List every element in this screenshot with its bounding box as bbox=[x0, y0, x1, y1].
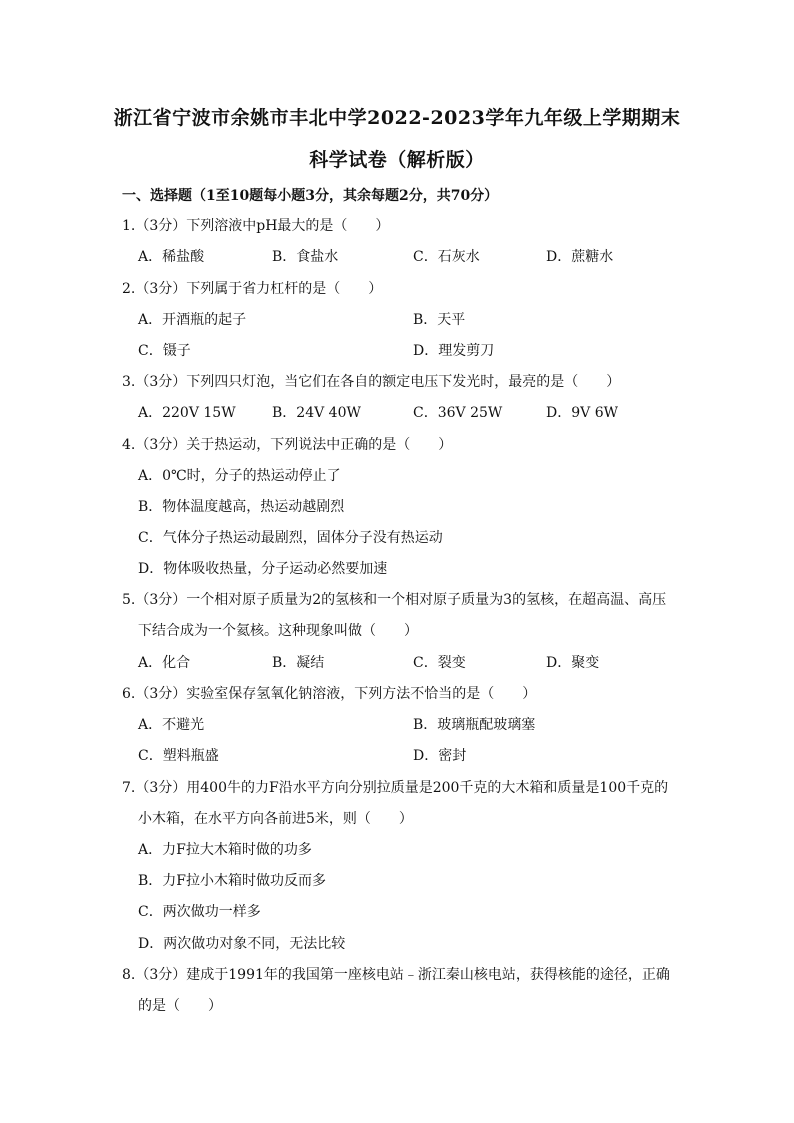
question-5-option-a: A．化合 bbox=[138, 655, 191, 671]
question-6-option-d: D．密封 bbox=[413, 748, 467, 764]
exam-title-line-2: 科学试卷（解析版） bbox=[309, 149, 485, 171]
exam-title-line-1: 浙江省宁波市余姚市丰北中学2022-2023学年九年级上学期期末 bbox=[113, 107, 681, 129]
question-2-stem: 2.（3分）下列属于省力杠杆的是（ ） bbox=[122, 281, 383, 297]
question-6-option-b: B．玻璃瓶配玻璃塞 bbox=[413, 717, 536, 733]
question-4-option-c: C．气体分子热运动最剧烈，固体分子没有热运动 bbox=[138, 530, 443, 546]
question-2-option-c: C．镊子 bbox=[138, 343, 191, 359]
question-1-option-a: A．稀盐酸 bbox=[138, 249, 205, 265]
question-3-option-a: A．220V 15W bbox=[138, 405, 236, 421]
question-7-option-c: C．两次做功一样多 bbox=[138, 904, 261, 920]
question-2-option-d: D．理发剪刀 bbox=[413, 343, 495, 359]
question-3-option-b: B．24V 40W bbox=[272, 405, 361, 421]
question-4-option-d: D．物体吸收热量，分子运动必然要加速 bbox=[138, 561, 388, 577]
question-5-option-b: B．凝结 bbox=[272, 655, 325, 671]
question-6-stem: 6.（3分）实验室保存氢氧化钠溶液，下列方法不恰当的是（ ） bbox=[122, 686, 537, 702]
question-7-option-b: B．力F拉小木箱时做功反而多 bbox=[138, 873, 327, 889]
question-1-option-b: B．食盐水 bbox=[272, 249, 339, 265]
question-5-option-d: D．聚变 bbox=[546, 655, 600, 671]
question-5-stem: 5.（3分）一个相对原子质量为2的氢核和一个相对原子质量为3的氢核，在超高温、高压 bbox=[122, 592, 667, 608]
question-6-option-c: C．塑料瓶盛 bbox=[138, 748, 219, 764]
question-7-option-a: A．力F拉大木箱时做的功多 bbox=[138, 842, 312, 858]
question-4-option-b: B．物体温度越高，热运动越剧烈 bbox=[138, 499, 345, 515]
section-heading: 一、选择题（1至10题每小题3分，其余每题2分，共70分） bbox=[122, 188, 499, 204]
question-1-stem: 1.（3分）下列溶液中pH最大的是（ ） bbox=[122, 218, 390, 234]
question-2-option-b: B．天平 bbox=[413, 312, 466, 328]
question-1-option-c: C．石灰水 bbox=[413, 249, 480, 265]
question-7-stem-continued: 小木箱，在水平方向各前进5米，则（ ） bbox=[138, 811, 413, 827]
question-3-option-c: C．36V 25W bbox=[413, 405, 503, 421]
question-3-stem: 3.（3分）下列四只灯泡，当它们在各自的额定电压下发光时，最亮的是（ ） bbox=[122, 374, 621, 390]
question-5-option-c: C．裂变 bbox=[413, 655, 466, 671]
question-2-option-a: A．开酒瓶的起子 bbox=[138, 312, 247, 328]
question-7-option-d: D．两次做功对象不同，无法比较 bbox=[138, 936, 346, 952]
question-3-option-d: D．9V 6W bbox=[546, 405, 618, 421]
question-4-stem: 4.（3分）关于热运动，下列说法中正确的是（ ） bbox=[122, 437, 453, 453]
question-5-stem-continued: 下结合成为一个氦核。这种现象叫做（ ） bbox=[138, 623, 418, 639]
question-7-stem: 7.（3分）用400牛的力F沿水平方向分别拉质量是200千克的大木箱和质量是100千克的 bbox=[122, 780, 669, 796]
question-8-stem-continued: 的是（ ） bbox=[138, 998, 222, 1014]
question-1-option-d: D．蔗糖水 bbox=[546, 249, 614, 265]
question-6-option-a: A．不避光 bbox=[138, 717, 205, 733]
question-4-option-a: A．0℃时，分子的热运动停止了 bbox=[138, 468, 341, 484]
question-8-stem: 8.（3分）建成于1991年的我国第一座核电站﹣浙江秦山核电站，获得核能的途径，正确 bbox=[122, 967, 670, 983]
